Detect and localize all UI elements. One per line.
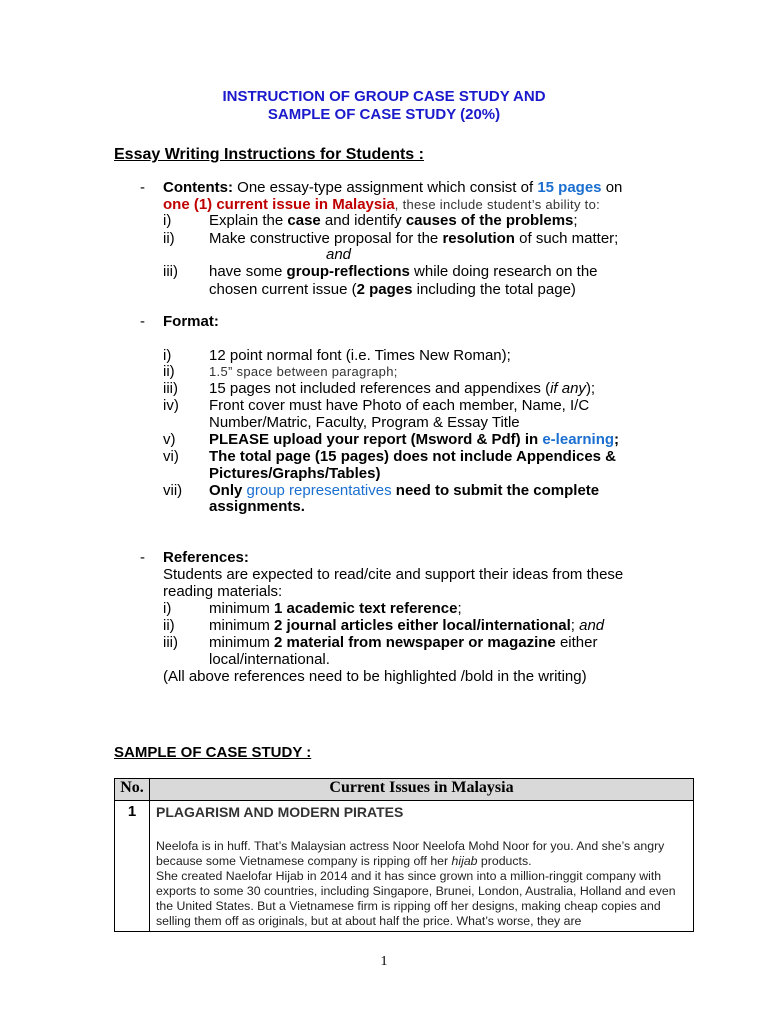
- format-label: Format:: [163, 313, 219, 330]
- contents-item-1: [209, 212, 578, 229]
- references-item-3-line-2: local/international.: [209, 651, 330, 668]
- references-item-1: [209, 600, 462, 617]
- case-body: [150, 820, 693, 931]
- text: either: [555, 634, 598, 651]
- references-label: References:: [163, 549, 249, 566]
- text: including the total page): [412, 281, 576, 298]
- text: products.: [477, 854, 532, 868]
- text: chosen current issue (: [209, 281, 357, 298]
- italic-text: and: [579, 617, 605, 634]
- text: while doing research on the: [409, 263, 598, 280]
- references-intro-line-1: Students are expected to read/cite and support their ideas from these: [163, 566, 624, 583]
- contents-item-3-line-2: [209, 281, 576, 298]
- e-learning-link[interactable]: e-learning: [542, 431, 615, 448]
- references-bullet: -: [140, 549, 145, 566]
- case-paragraph-1: Neelofa is in huff. That’s Malaysian actress Noor Neelofa Mohd Noor for you. And she’s angry because some Vietnamese company is ripping off her: [156, 839, 665, 868]
- text: have some: [209, 263, 287, 280]
- text: PLEASE upload your report (Msword & Pdf) in: [209, 431, 543, 448]
- format-item-6: The total page (15 pages) does not include Appendices &: [209, 448, 617, 465]
- essay-instructions-heading: Essay Writing Instructions for Students :: [114, 146, 424, 163]
- format-item-6-num: vi): [163, 448, 179, 465]
- bold-text: resolution: [442, 230, 515, 247]
- sample-case-study-heading: SAMPLE OF CASE STUDY :: [114, 744, 312, 761]
- text: minimum: [209, 617, 275, 634]
- contents-item-3: [209, 263, 598, 280]
- references-item-3: [209, 634, 597, 651]
- pages-highlight: 15 pages: [537, 179, 602, 196]
- references-note: (All above references need to be highlighted /bold in the writing): [163, 668, 587, 685]
- text: need to submit the complete: [391, 482, 600, 499]
- contents-item-2-num: ii): [163, 230, 175, 247]
- contents-text-end: on: [601, 179, 623, 196]
- format-item-4: Front cover must have Photo of each member, Name, I/C: [209, 397, 590, 414]
- document-title-line-1: INSTRUCTION OF GROUP CASE STUDY AND: [222, 88, 546, 105]
- document-title-line-2: SAMPLE OF CASE STUDY (20%): [267, 106, 501, 123]
- case-title: PLAGARISM AND MODERN PIRATES: [156, 804, 404, 820]
- format-item-7-line-2: assignments.: [209, 498, 305, 515]
- text: minimum: [209, 634, 275, 651]
- format-item-6-line-2: Pictures/Graphs/Tables): [209, 465, 381, 482]
- text: of such matter;: [514, 230, 619, 247]
- italic-text: if any: [550, 380, 586, 397]
- text: ;: [457, 600, 462, 617]
- current-issues-table: [114, 778, 694, 932]
- text: ;: [614, 431, 620, 448]
- format-item-1: 12 point normal font (i.e. Times New Roman);: [209, 347, 511, 364]
- case-paragraph-2: She created Naelofar Hijab in 2014 and it has since grown into a million-ringgit company with exports to some 30 countries, including Singapore, Brunei, London, Australia, Holland and even the United States. But a Vietnamese firm is ripping off her designs, making cheap copies and selling them off as originals, but at about half the price. What’s worse, they are: [156, 869, 676, 928]
- column-header-no: No.: [115, 779, 150, 801]
- references-item-3-num: iii): [163, 634, 178, 651]
- format-item-1-num: i): [163, 347, 172, 364]
- text: 15 pages not included references and appendixes (: [209, 380, 551, 397]
- text: Make constructive proposal for the: [209, 230, 443, 247]
- bold-text: 2 material from newspaper or magazine: [274, 634, 556, 651]
- text: Explain the: [209, 212, 288, 229]
- row-content: [150, 801, 694, 932]
- references-item-2-num: ii): [163, 617, 175, 634]
- format-item-5-num: v): [163, 431, 176, 448]
- contents-item-2: [209, 230, 618, 247]
- format-item-4-line-2: Number/Matric, Faculty, Program & Essay Title: [209, 414, 520, 431]
- italic-text: hijab: [451, 854, 478, 868]
- contents-item-3-num: iii): [163, 263, 178, 280]
- text: Only: [209, 482, 247, 499]
- bold-text: 2 pages: [356, 281, 413, 298]
- current-issue-highlight: one (1) current issue in Malaysia: [163, 196, 395, 213]
- contents-label: Contents:: [163, 179, 233, 196]
- bold-text: case: [287, 212, 321, 229]
- text: and identify: [320, 212, 406, 229]
- text: minimum: [209, 600, 275, 617]
- row-number: 1: [115, 801, 150, 932]
- references-item-2: [209, 617, 604, 634]
- table-row: [115, 801, 694, 932]
- contents-line-1: [163, 179, 622, 196]
- format-item-5: [209, 431, 619, 448]
- format-item-7: [209, 482, 599, 499]
- text: );: [585, 380, 596, 397]
- format-item-3: [209, 380, 595, 397]
- bold-text: causes of the problems: [405, 212, 574, 229]
- references-intro-line-2: reading materials:: [163, 583, 283, 600]
- bold-text: 2 journal articles either local/international: [274, 617, 571, 634]
- format-item-2: 1.5” space between paragraph;: [209, 364, 398, 379]
- text: ;: [573, 212, 578, 229]
- contents-item-1-num: i): [163, 212, 172, 229]
- contents-line-2-rest: , these include student’s ability to:: [394, 197, 601, 212]
- format-item-2-num: ii): [163, 363, 175, 380]
- format-item-3-num: iii): [163, 380, 178, 397]
- format-item-7-num: vii): [163, 482, 183, 499]
- format-item-4-num: iv): [163, 397, 179, 414]
- table-header-row: [115, 779, 694, 801]
- and-connector: and: [326, 246, 352, 263]
- column-header-issues: Current Issues in Malaysia: [150, 779, 694, 801]
- contents-text: One essay-type assignment which consist of: [233, 179, 538, 196]
- references-item-1-num: i): [163, 600, 172, 617]
- text: ;: [570, 617, 580, 634]
- contents-line-2: [163, 196, 600, 213]
- bold-text: group-reflections: [286, 263, 410, 280]
- contents-bullet: -: [140, 179, 145, 196]
- page-number: 1: [380, 954, 388, 969]
- bold-text: 1 academic text reference: [274, 600, 458, 617]
- format-bullet: -: [140, 313, 145, 330]
- group-representatives-highlight: group representatives: [246, 482, 392, 499]
